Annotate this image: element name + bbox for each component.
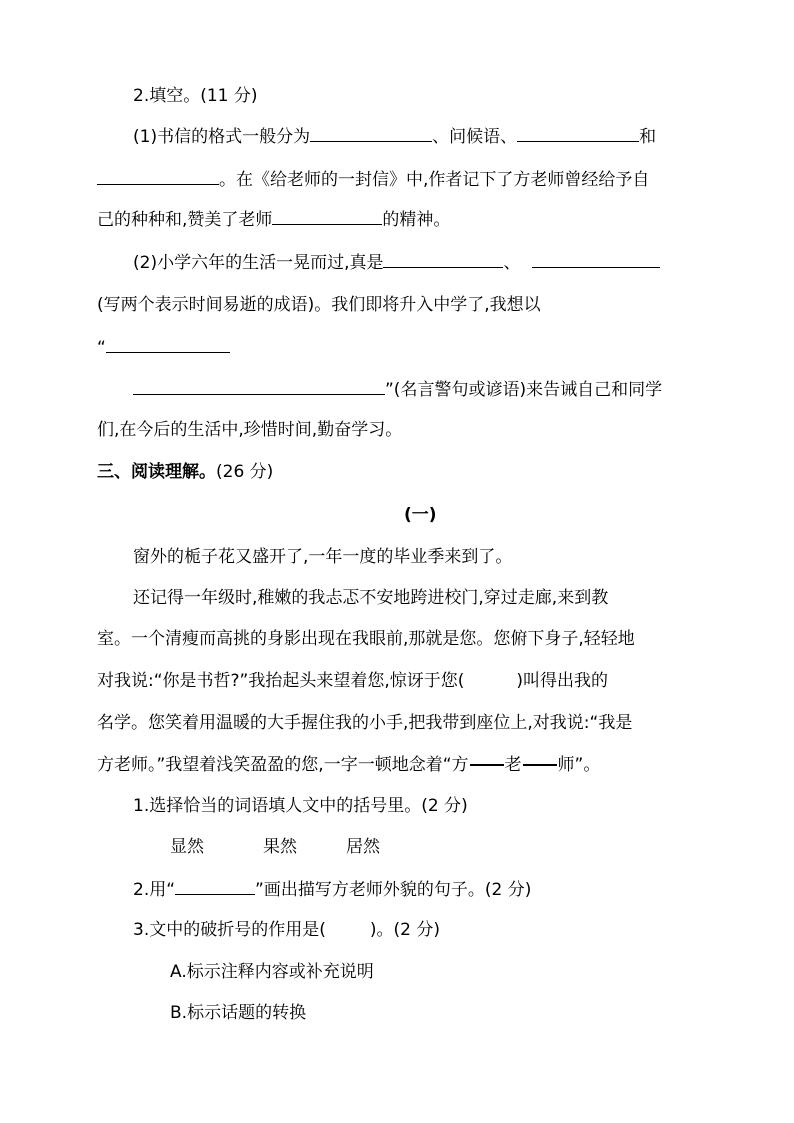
blank-teacher-spirit[interactable] [272,207,382,225]
passage-text-a: 对我说:“你是书哲?”我抬起头来望着您,惊讶于您( [97,671,465,691]
question-3 [133,918,440,942]
section3-score: (26 分) [216,462,274,482]
dash-1 [470,764,504,766]
q2-part2-line3 [97,335,230,360]
passage-part-title: (一) [404,505,437,525]
question-3-option-b[interactable]: B.标示话题的转换 [170,1003,307,1023]
question-1: 1.选择恰当的词语填人文中的括号里。(2 分) [133,796,468,816]
question-2-text-b: ”画出描写方老师外貌的句子。(2 分) [255,880,532,900]
q2-part1-text-b: 、问候语、 [432,127,518,147]
q2-part1-line1 [133,124,656,149]
q2-part2-text-c: ”(名言警句或谚语)来告诫自己和同学 [385,380,663,400]
q2-title: 2.填空。(11 分) [133,86,258,106]
option-xianran[interactable]: 显然 [170,837,204,857]
section3-title: 三、阅读理解。 [97,462,216,482]
blank-idiom-2[interactable] [532,250,660,268]
passage-text-b: )叫得出我的 [516,671,609,691]
option-guoran[interactable]: 果然 [263,837,297,857]
blank-motto-2[interactable] [133,377,385,395]
blank-letter-format[interactable] [310,124,432,142]
section3-heading [97,460,273,484]
blank-idiom-1[interactable] [383,250,503,268]
option-juran[interactable]: 居然 [346,837,380,857]
q2-part1-text-c: 和 [639,127,657,147]
dash-2 [523,764,557,766]
passage-paragraph-2-line5 [97,753,600,777]
passage-text-c: 方老师。”我望着浅笑盈盈的您,一字一顿地念着“方 [97,755,469,775]
blank-underline-sample [175,877,255,895]
q2-part2-line1 [133,250,660,275]
q2-part1-text-d: 。在《给老师的一封信》中,作者记下了方老师曾经给予自 [219,170,650,190]
passage-paragraph-2-line1: 还记得一年级时,稚嫩的我忐忑不安地跨进校门,穿过走廊,来到教 [133,588,609,608]
q2-part1-line2 [97,167,649,192]
blank-motto-1[interactable] [106,335,230,353]
passage-text-d: 老 [504,755,522,775]
q2-part2-text-a: (2)小学六年的生活一晃而过,真是 [133,253,384,273]
question-2-text-a: 2.用“ [133,880,176,900]
passage-paragraph-2-line2: 室。一个清瘦而高挑的身影出现在我眼前,那就是您。您俯下身子,轻轻地 [97,629,635,649]
q2-part1-text-e: 己的种种和,赞美了老师 [97,210,273,230]
passage-paragraph-1: 窗外的栀子花又盛开了,一年一度的毕业季来到了。 [133,547,513,567]
passage-paragraph-2-line4: 名学。您笑着用温暖的大手握住我的小手,把我带到座位上,对我说:“我是 [97,713,633,733]
q2-part2-line4 [133,377,662,402]
q2-part2-line2: (写两个表示时间易逝的成语)。我们即将升入中学了,我想以 [97,295,541,315]
blank-letter-format-2[interactable] [517,124,639,142]
blank-letter-format-3[interactable] [97,167,219,185]
question-3-text-b: )。(2 分) [369,920,440,940]
open-quote: “ [97,338,106,358]
question-3-text-a: 3.文中的破折号的作用是( [133,920,326,940]
q2-part2-text-b: 、 [503,253,521,273]
question-2 [133,877,531,902]
q2-part2-line5: 们,在今后的生活中,珍惜时间,勤奋学习。 [97,420,403,440]
passage-text-e: 师”。 [557,755,601,775]
q2-part1-text-a: (1)书信的格式一般分为 [133,127,311,147]
question-3-option-a[interactable]: A.标示注释内容或补充说明 [170,962,374,982]
q2-part1-line3 [97,207,450,232]
passage-paragraph-2-line3 [97,669,608,693]
q2-part1-text-f: 的精神。 [382,210,451,230]
